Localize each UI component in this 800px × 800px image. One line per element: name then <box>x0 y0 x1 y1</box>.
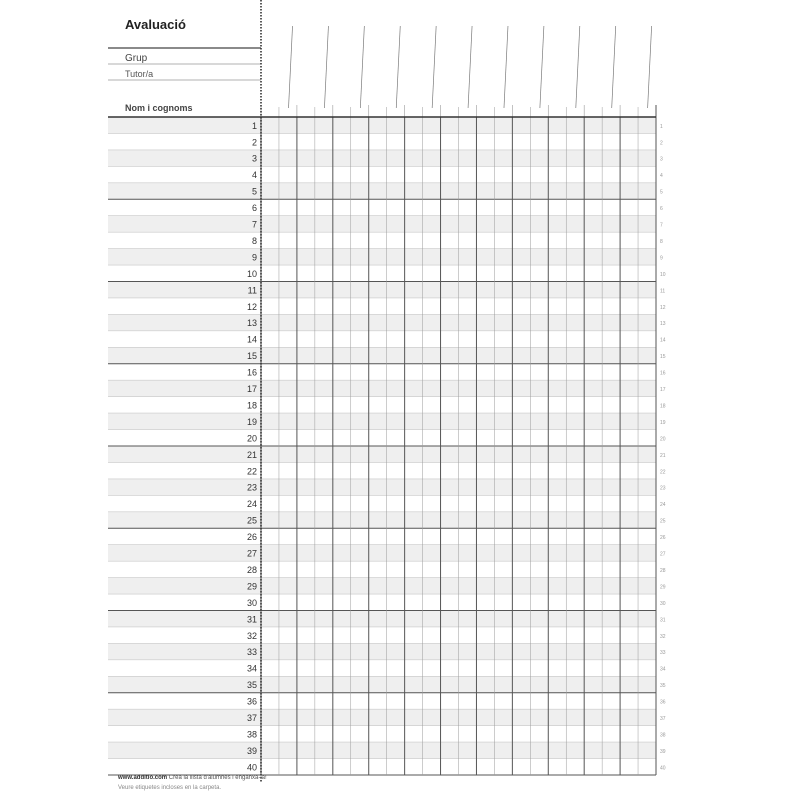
row-number: 6 <box>251 203 257 214</box>
row-number-right: 38 <box>660 732 666 739</box>
row-stripe <box>108 676 656 692</box>
row-number: 8 <box>251 235 257 246</box>
row-stripe <box>108 282 656 298</box>
tutor-label: Tutor/a <box>125 69 154 79</box>
row-number-right: 18 <box>660 403 666 410</box>
row-number-right: 23 <box>660 485 666 492</box>
row-stripe <box>108 709 656 725</box>
row-number: 40 <box>246 762 257 773</box>
row-stripe <box>108 611 656 627</box>
row-number-right: 7 <box>660 222 663 229</box>
row-number-right: 26 <box>660 535 666 542</box>
row-number-right: 2 <box>660 140 663 147</box>
row-number: 10 <box>246 268 257 279</box>
row-number-right: 19 <box>660 419 666 426</box>
row-number: 16 <box>246 367 257 378</box>
row-stripe <box>108 545 656 561</box>
row-number: 17 <box>246 384 257 395</box>
row-number-right: 12 <box>660 304 666 311</box>
row-stripe <box>108 314 656 330</box>
row-number-right: 16 <box>660 370 666 377</box>
row-stripe <box>108 512 656 528</box>
row-number: 24 <box>246 499 257 510</box>
row-number-right: 34 <box>660 666 666 673</box>
row-number: 4 <box>251 170 257 181</box>
row-number: 14 <box>246 334 257 345</box>
row-number-right: 37 <box>660 716 666 723</box>
row-number-right: 32 <box>660 633 666 640</box>
row-number: 37 <box>246 713 257 724</box>
row-number: 38 <box>246 729 257 740</box>
row-number-right: 1 <box>660 123 663 130</box>
row-number: 9 <box>251 252 257 263</box>
row-number: 33 <box>246 647 257 658</box>
row-number-right: 5 <box>660 189 663 196</box>
row-number: 27 <box>246 548 257 559</box>
row-number-right: 21 <box>660 452 666 459</box>
row-number: 29 <box>246 581 257 592</box>
row-number-right: 33 <box>660 650 666 657</box>
row-number-right: 13 <box>660 321 666 328</box>
row-number-right: 20 <box>660 436 666 443</box>
row-number: 26 <box>246 532 257 543</box>
row-number: 12 <box>246 301 257 312</box>
row-number: 32 <box>246 630 257 641</box>
row-number: 3 <box>251 153 257 164</box>
row-number: 30 <box>246 597 257 608</box>
row-number: 15 <box>246 351 257 362</box>
row-number-right: 22 <box>660 469 666 476</box>
row-number: 5 <box>251 186 257 197</box>
row-number: 25 <box>246 515 257 526</box>
row-number-right: 29 <box>660 584 666 591</box>
row-number-right: 17 <box>660 387 666 394</box>
group-label: Grup <box>125 53 148 64</box>
row-number-right: 6 <box>660 206 663 213</box>
row-number: 23 <box>246 482 257 493</box>
row-number: 21 <box>246 449 257 460</box>
row-stripe <box>108 183 656 199</box>
row-stripe <box>108 347 656 363</box>
row-number-right: 11 <box>660 288 666 295</box>
row-number-right: 31 <box>660 617 666 624</box>
row-number-right: 3 <box>660 156 663 163</box>
row-stripe <box>108 150 656 166</box>
row-stripe <box>108 380 656 396</box>
row-number: 34 <box>246 663 257 674</box>
row-number-right: 25 <box>660 518 666 525</box>
row-stripe <box>108 216 656 232</box>
row-number-right: 15 <box>660 354 666 361</box>
row-stripe <box>108 578 656 594</box>
row-number: 36 <box>246 696 257 707</box>
row-stripe <box>108 249 656 265</box>
row-number: 35 <box>246 680 257 691</box>
row-stripe <box>108 446 656 462</box>
row-number-right: 9 <box>660 255 663 262</box>
footer-labels-note: Veure etiquetes incloses en la carpeta. <box>118 785 222 791</box>
row-stripe <box>108 413 656 429</box>
row-number: 19 <box>246 416 257 427</box>
sheet-title: Avaluació <box>125 17 186 32</box>
row-number: 7 <box>251 219 257 230</box>
row-number-right: 27 <box>660 551 666 558</box>
row-number-right: 30 <box>660 600 666 607</box>
row-stripe <box>108 479 656 495</box>
slanted-header-line <box>289 26 293 108</box>
row-number: 13 <box>246 318 257 329</box>
row-number-right: 8 <box>660 238 663 245</box>
row-stripe <box>108 117 656 133</box>
row-number: 20 <box>246 433 257 444</box>
row-number: 28 <box>246 564 257 575</box>
row-number: 11 <box>247 285 257 296</box>
name-column-label: Nom i cognoms <box>125 103 193 113</box>
row-number-right: 35 <box>660 683 666 690</box>
row-number-right: 24 <box>660 502 666 509</box>
slanted-header-line <box>468 26 472 108</box>
row-number-right: 14 <box>660 337 666 344</box>
footer-note <box>118 775 267 781</box>
row-number-right: 39 <box>660 748 666 755</box>
slanted-header-line <box>432 26 436 108</box>
row-stripe <box>108 742 656 758</box>
row-number-right: 40 <box>660 765 666 772</box>
slanted-header-line <box>396 26 400 108</box>
slanted-header-line <box>540 26 544 108</box>
slanted-header-line <box>504 26 508 108</box>
slanted-header-line <box>576 26 580 108</box>
footer-site: www.additio.com <box>118 775 168 781</box>
row-number-right: 10 <box>660 271 666 278</box>
row-number: 39 <box>246 745 257 756</box>
row-stripe <box>108 643 656 659</box>
row-number-right: 4 <box>660 173 663 180</box>
row-number-right: 36 <box>660 699 666 706</box>
row-number-right: 28 <box>660 567 666 574</box>
row-number: 22 <box>246 466 257 477</box>
row-number: 18 <box>246 400 257 411</box>
row-number: 31 <box>246 614 257 625</box>
slanted-header-line <box>648 26 652 108</box>
slanted-header-line <box>612 26 616 108</box>
row-number: 2 <box>251 137 257 148</box>
slanted-header-line <box>324 26 328 108</box>
footer-instruction: Crea la llista d'alumnes i enganxa-la! <box>168 775 267 781</box>
slanted-header-line <box>360 26 364 108</box>
row-number: 1 <box>251 120 257 131</box>
